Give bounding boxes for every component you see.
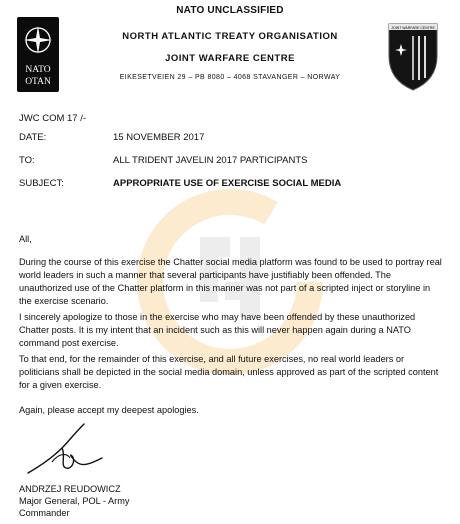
crest-lettering: JOINT WARFARE CENTRE — [391, 26, 435, 30]
body-paragraph-2: I sincerely apologize to those in the exercise who may have been offended by these unauthorized Chatter posts. It is my intent that an incident such as this will never happen again during a NATO command post exercise. — [19, 312, 416, 348]
nato-compass-icon — [23, 25, 53, 55]
address-line: EIKESETVEIEN 29 – PB 8080 – 4068 STAVANGER – NORWAY — [119, 74, 341, 81]
organisation-name: NORTH ATLANTIC TREATY ORGANISATION — [122, 31, 338, 42]
centre-name: JOINT WARFARE CENTRE — [165, 53, 295, 64]
to-label: TO: — [19, 155, 35, 166]
signatory-name: ANDRZEJ REUDOWICZ — [19, 484, 121, 494]
reference-number: JWC COM 17 /- — [19, 113, 87, 124]
jwc-crest-logo — [385, 20, 441, 92]
subject-value: APPROPRIATE USE OF EXERCISE SOCIAL MEDIA — [113, 178, 342, 189]
date-label: DATE: — [19, 132, 47, 143]
signatory-rank: Major General, POL - Army — [19, 496, 130, 506]
classification-marking: NATO UNCLASSIFIED — [176, 5, 284, 16]
handwritten-signature — [22, 418, 117, 480]
to-value: ALL TRIDENT JAVELIN 2017 PARTICIPANTS — [113, 155, 308, 166]
body-paragraph-3: To that end, for the remainder of this exercise, and all future exercises, no real world leaders or politicians shall be depicted in the social media domain, unless approved as part of the scripted content for a given exercise. — [19, 354, 439, 390]
salutation: All, — [19, 234, 32, 244]
nato-otan-logo — [17, 17, 59, 92]
subject-label: SUBJECT: — [19, 178, 64, 189]
signatory-title: Commander — [19, 508, 70, 518]
closing-line: Again, please accept my deepest apologies. — [19, 405, 199, 415]
date-value: 15 NOVEMBER 2017 — [113, 132, 205, 143]
nato-logo-word-nato: NATO — [25, 65, 51, 75]
body-paragraph-1: During the course of this exercise the Chatter social media platform was found to be used to portray real world leaders in such a manner that several participants have justifiably been offended. The unauthorized use of the Chatter platform in this manner was not part of a scripted inject or storyline in the exercise scenario. — [19, 257, 442, 306]
nato-logo-word-otan: OTAN — [25, 77, 51, 87]
